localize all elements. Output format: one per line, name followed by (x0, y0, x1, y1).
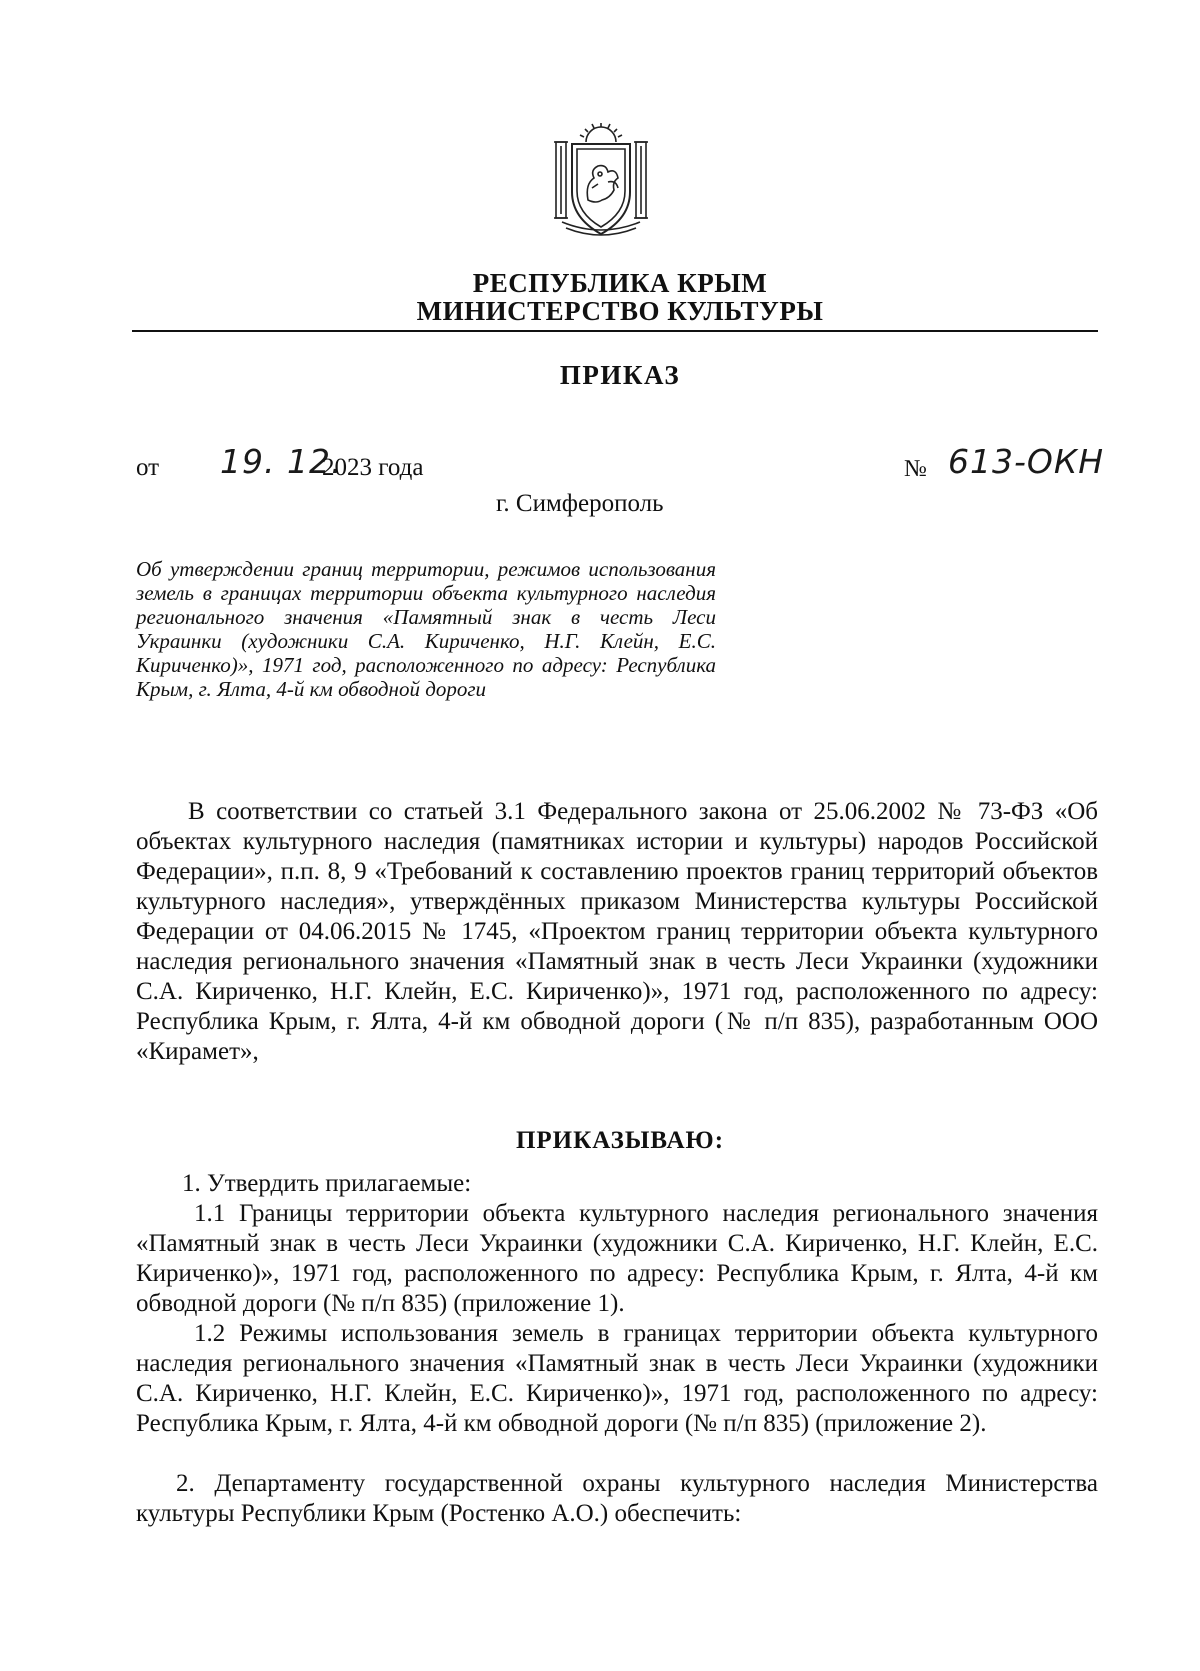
coat-of-arms-icon (552, 122, 650, 242)
city: г. Симферополь (496, 490, 664, 517)
header-divider (132, 330, 1098, 332)
date-year: 2023 года (322, 454, 424, 481)
handwritten-date: 19. 12. (220, 442, 343, 481)
date-label: от (136, 454, 160, 481)
document-type: ПРИКАЗ (559, 360, 681, 390)
order-subject: Об утверждении границ территории, режимов использования земель в границах территории объекта культурного наследия регионального значения «Памятный знак в честь Леси Украинки (художники С.А. Кириченко, Н.Г. Клейн, Е.С. Кириченко)», 1971 год, расположенного по адресу: Республика Крым, г. Ялта, 4-й км обводной дороги (136, 557, 716, 701)
item-1-2: 1.2 Режимы использования земель в границах территории объекта культурного наследия регионального значения «Памятный знак в честь Леси Украинки (художники С.А. Кириченко, Н.Г. Клейн, Е.С. Кириченко)», 1971 год, расположенного по адресу: Республика Крым, г. Ялта, 4-й км обводной дороги (№ п/п 835) (приложение 2). (136, 1320, 1098, 1437)
preamble-paragraph: В соответствии со статьей 3.1 Федерального закона от 25.06.2002 № 73-ФЗ «Об объектах культурного наследия (памятниках истории и культуры) народов Российской Федерации», п.п. 8, 9 «Требований к составлению проектов границ территорий объектов культурного наследия», утверждённых приказом Министерства культуры Российской Федерации от 04.06.2015 № 1745, «Проектом границ территории объекта культурного наследия регионального значения «Памятный знак в честь Леси Украинки (художники С.А. Кириченко, Н.Г. Клейн, Е.С. Кириченко)», 1971 год, расположенного по адресу: Республика Крым, г. Ялта, 4-й км обводной дороги (№ п/п 835), разработанным ООО «Кирамет», (136, 798, 1098, 1065)
item-2: 2. Департаменту государственной охраны культурного наследия Министерства культуры Республики Крым (Ростенко А.О.) обеспечить: (136, 1470, 1098, 1527)
handwritten-number: 613-ОКН (948, 442, 1105, 481)
org-name-line1: РЕСПУБЛИКА КРЫМ (472, 268, 768, 298)
item-1-1: 1.1 Границы территории объекта культурного наследия регионального значения «Памятный знак в честь Леси Украинки (художники С.А. Кириченко, Н.Г. Клейн, Е.С. Кириченко)», 1971 год, расположенного по адресу: Республика Крым, г. Ялта, 4-й км обводной дороги (№ п/п 835) (приложение 1). (136, 1200, 1098, 1317)
number-label: № (904, 456, 927, 482)
item-1: 1. Утвердить прилагаемые: (182, 1170, 472, 1197)
org-name-line2: МИНИСТЕРСТВО КУЛЬТУРЫ (416, 296, 824, 326)
order-heading: ПРИКАЗЫВАЮ: (515, 1127, 725, 1154)
